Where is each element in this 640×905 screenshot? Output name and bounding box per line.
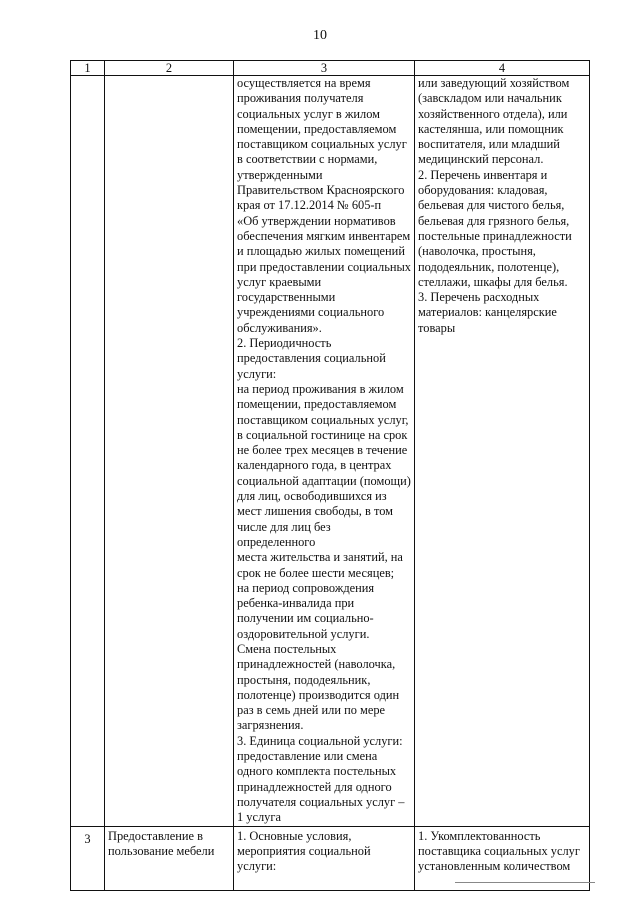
standards-cell (415, 76, 590, 827)
standards-text: 1. Укомплектованность поставщика социальных услуг установленным количеством (418, 828, 580, 874)
service-name-cell (105, 826, 234, 890)
conditions-cell (234, 826, 415, 890)
table-header-row (71, 61, 590, 76)
conditions-text: осуществляется на время проживания получателя социальных услуг в жилом помещении, предоставляемом поставщиком социальных услуг в соответствии с нормами, утвержденными Правительством Красноярского края от 17.12.2014 № 605-п «Об утверждении нормативов обеспечения мягким инвентарем и площадью жилых помещений при предоставлении социальных услуг краевыми государственными учреждениями социального обслуживания». 2. Периодичность предоставления социальной услуги: на период проживания в жилом помещении, предоставляемом поставщиком социальных услуг, в социальной гостинице на срок не более трех месяцев в течение календарного года, в центрах социальной адаптации (помощи) для лиц, освободившихся из мест лишения свободы, в том числе для лиц без определенного места жительства и занятий, на срок не более шести месяцев; на период сопровождения ребенка-инвалида при получении им социально- оздоровительной услуги. Смена постельных принадлежностей (наволочка, простыня, пододеяльник, полотенце) производится один раз в семь дней или по мере загрязнения. 3. Единица социальной услуги: предоставление или смена одного комплекта постельных принадлежностей для одного получателя социальных услуг – 1 услуга (237, 76, 412, 825)
service-name-cell (105, 76, 234, 827)
row-number: 3 (84, 831, 91, 846)
table-row-continued (71, 76, 590, 827)
services-table (70, 60, 590, 891)
row-number-cell (71, 76, 105, 827)
standards-cell (415, 826, 590, 890)
page-number: 10 (313, 28, 327, 43)
column-header-3: 3 (234, 61, 415, 76)
column-header-1: 1 (71, 61, 105, 76)
row-number-cell (71, 826, 105, 890)
conditions-text: 1. Основные условия, мероприятия социальной услуги: (237, 828, 371, 874)
column-header-4: 4 (415, 61, 590, 76)
table-row-3 (71, 826, 590, 890)
service-name: Предоставление в пользование мебели (108, 828, 215, 858)
footer-divider (455, 882, 595, 883)
standards-text: или заведующий хозяйством (завскладом или начальник хозяйственного отдела), или кастелянша, или помощник воспитателя, или младший медицинский персонал. 2. Перечень инвентаря и оборудования: кладовая, бельевая для чистого белья, бельевая для грязного белья, постельные принадлежности (наволочка, простыня, пододеяльник, полотенце), стеллажи, шкафы для белья. 3. Перечень расходных материалов: канцелярские товары (418, 76, 572, 335)
column-header-2: 2 (105, 61, 234, 76)
conditions-cell (234, 76, 415, 827)
